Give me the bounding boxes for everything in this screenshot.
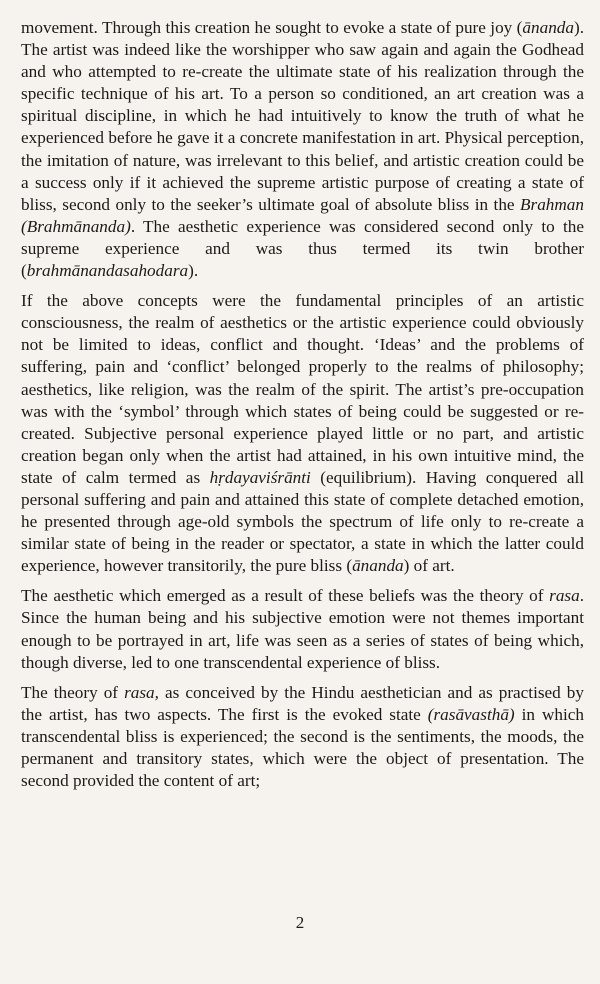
text-run: ). — [188, 261, 199, 281]
page-number: 2 — [295, 913, 305, 932]
text-body — [21, 17, 584, 792]
paragraph-1 — [21, 17, 584, 282]
italic-term: rasa — [549, 586, 580, 606]
text-run: ) of art. — [403, 556, 455, 576]
text-run: . The aesthetic experience was considered second only to the supreme experience and was thus termed its twin brother ( — [21, 216, 584, 281]
italic-term: rasa, — [124, 682, 159, 702]
italic-term: Brahman (Brahmānanda) — [21, 194, 584, 236]
paragraph-2 — [21, 290, 584, 577]
text-run: The theory of — [21, 682, 125, 702]
italic-term: (rasāvasthā) — [427, 704, 515, 724]
text-run: in which transcendental bliss is experienced; the second is the sentiments, the moods, the permanent and transitory states, which were the object of presentation. The second provided the content of art; — [21, 704, 584, 791]
italic-term: hṛdayaviśrānti — [209, 467, 311, 487]
italic-term: ānanda — [522, 18, 574, 37]
text-run: (equilibrium). Having conquered all personal suffering and pain and attained this state of complete detached emotion, he presented through age-old symbols the spectrum of life only to re-create a similar state of being in the reader or spectator, a state in which the latter could experience, however transitorily, the pure bliss ( — [21, 467, 584, 576]
text-run: . Since the human being and his subjective emotion were not themes important enough to be portrayed in art, life was seen as a series of states of being which, though diverse, led to one transcendental experience of bliss. — [21, 586, 584, 672]
text-run: The aesthetic which emerged as a result of these beliefs was the theory of — [21, 586, 550, 606]
text-run: If the above concepts were the fundamental principles of an artistic consciousness, the realm of aesthetics or the artistic experience could obviously not be limited to ideas, conflict and thought. ‘Ideas’ and the problems of suffering, pain and ‘conflict’ belonged properly to the realms of philosophy; aesthetics, like religion, was the realm of the spirit. The artist’s pre-occupation was with the ‘symbol’ through which states of being could be suggested or re-created. Subjective personal experience played little or no part, and artistic creation began only when the artist had attained, in his own intuitive mind, the state of calm termed as — [21, 291, 584, 487]
text-run: ). The artist was indeed like the worshipper who saw again and again the Godhead and who attempted to re-create the ultimate state of his realization through the specific technique of his art. To a person so conditioned, an art creation was a spiritual discipline, in which he had intuitively to know the truth of what he experienced before he gave it a concrete manifestation in art. Physical perception, the imitation of nature, was irrelevant to this belief, and artistic creation could be a success only if it achieved the supreme artistic purpose of creating a state of bliss, second only to the seeker’s ultimate goal of absolute bliss in the — [21, 18, 584, 214]
paragraph-3 — [21, 585, 584, 673]
paragraph-4 — [21, 682, 584, 792]
text-run: movement. Through this creation he sought to evoke a state of pure joy ( — [21, 18, 523, 37]
italic-term: brahmānandasahodara — [26, 261, 189, 281]
text-run: as conceived by the Hindu aesthetician and as practised by the artist, has two aspects. The first is the evoked state — [21, 682, 584, 724]
italic-term: ānanda — [352, 556, 404, 576]
